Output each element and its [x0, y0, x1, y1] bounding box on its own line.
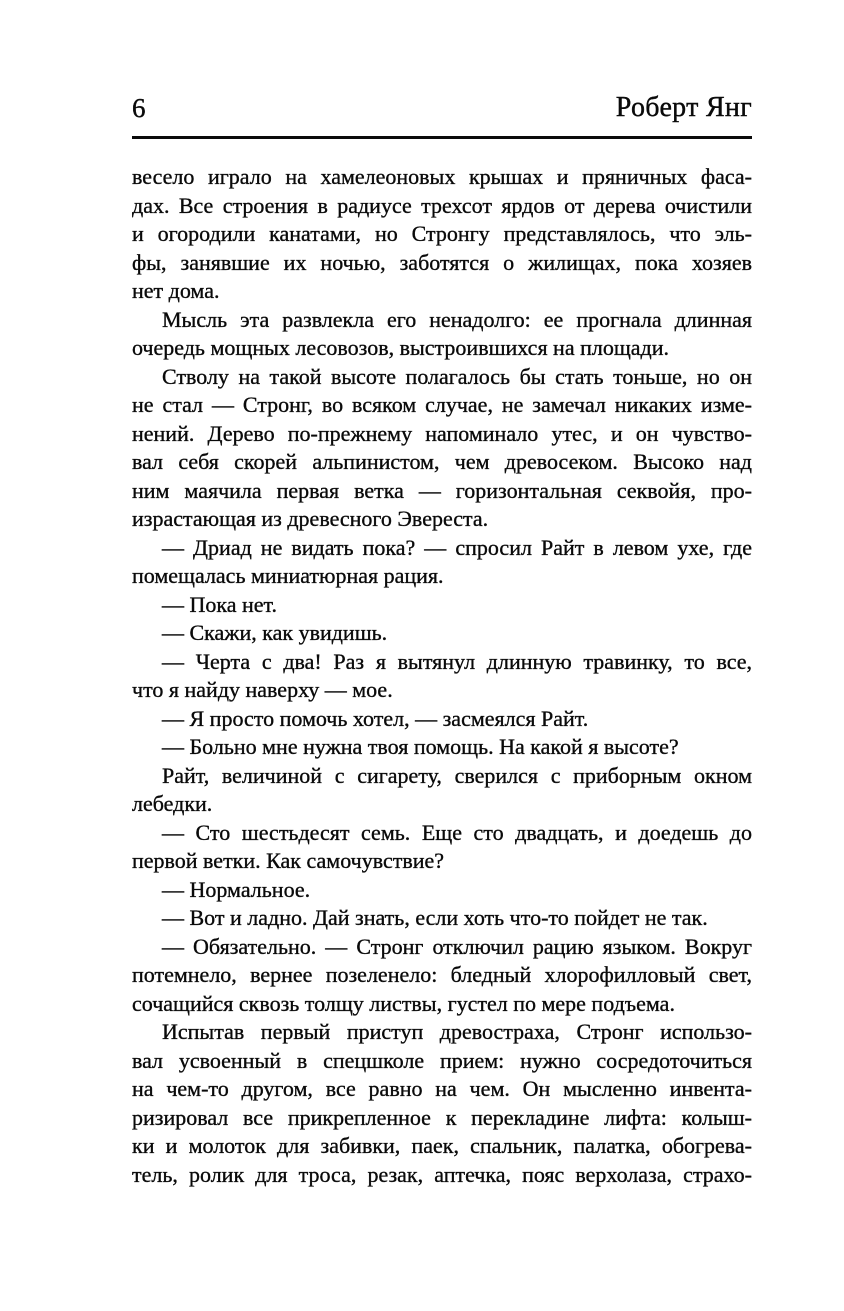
text-line: нений. Дерево по-прежнему напоминало утес, и он чувство- [132, 420, 752, 446]
text-line: — Скажи, как увидишь. [162, 620, 388, 645]
text-line: — Вот и ладно. Дай знать, если хоть что-то пойдет не так. [162, 905, 708, 930]
text-line: — Больно мне нужна твоя помощь. На какой я высоте? [162, 734, 679, 759]
text-line: — Я просто помочь хотел, — засмеялся Райт. [162, 705, 589, 731]
body-text [132, 163, 752, 1189]
text-line: Райт, величиной с сигарету, сверился с приборным окном [162, 762, 752, 788]
text-line: весело играло на хамелеоновых крышах и пряничных фаса- [132, 164, 752, 189]
text-line: лебедки. [132, 791, 213, 816]
text-line: ки и молоток для забивки, паек, спальник, палатка, обогрева- [132, 1133, 752, 1158]
text-line: ризировал все прикрепленное к перекладине лифта: колыш- [132, 1104, 752, 1130]
text-line: не стал — Стронг, во всяком случае, не замечал никаких изме- [132, 392, 752, 417]
page-header [132, 94, 752, 122]
text-line: дах. Все строения в радиусе трехсот ярдов от дерева очистили [132, 192, 752, 218]
text-line: потемнело, вернее позеленело: бледный хлорофилловый свет, [132, 962, 752, 987]
running-title: Роберт Янг [615, 92, 752, 123]
text-line: — Черта с два! Раз я вытянул длинную травинку, то все, [162, 648, 752, 674]
text-line: Стволу на такой высоте полагалось бы стать тоньше, но он [162, 363, 752, 389]
header-rule [132, 136, 752, 139]
text-line: Мысль эта развлекла его ненадолго: ее прогнала длинная [162, 306, 752, 332]
text-line: первой ветки. Как самочувствие? [132, 848, 445, 873]
text-line: — Пока нет. [162, 591, 278, 617]
text-line: что я найду наверху — мое. [132, 677, 393, 702]
text-line: Испытав первый приступ древостраха, Стронг использо- [162, 1019, 752, 1044]
page-number: 6 [132, 93, 146, 123]
text-line: тель, ролик для троса, резак, аптечка, пояс верхолаза, страхо- [132, 1161, 752, 1187]
text-line: израстающая из древесного Эвереста. [132, 506, 489, 531]
text-line: помещалась миниатюрная рация. [132, 563, 444, 588]
text-line: вал усвоенный в спецшколе прием: нужно сосредоточиться [132, 1047, 752, 1073]
text-line: на чем-то другом, все равно на чем. Он мысленно инвента- [132, 1076, 752, 1101]
text-line: очередь мощных лесовозов, выстроившихся на площади. [132, 335, 670, 360]
text-line: — Обязательно. — Стронг отключил рацию языком. Вокруг [162, 933, 752, 959]
text-line: сочащийся сквозь толщу листвы, густел по мере подъема. [132, 990, 675, 1016]
text-line: вал себя скорей альпинистом, чем древосеком. Высоко над [132, 449, 752, 474]
text-line: — Дриад не видать пока? — спросил Райт в левом ухе, где [162, 534, 752, 560]
text-line: и огородили канатами, но Стронгу представлялось, что эль- [132, 221, 752, 246]
text-line: нет дома. [132, 278, 220, 303]
text-line: фы, занявшие их ночью, заботятся о жилищах, пока хозяев [132, 249, 752, 275]
text-line: — Нормальное. [162, 876, 311, 902]
text-line: ним маячила первая ветка — горизонтальная секвойя, про- [132, 477, 752, 503]
text-line: — Сто шестьдесят семь. Еще сто двадцать, и доедешь до [162, 819, 752, 845]
